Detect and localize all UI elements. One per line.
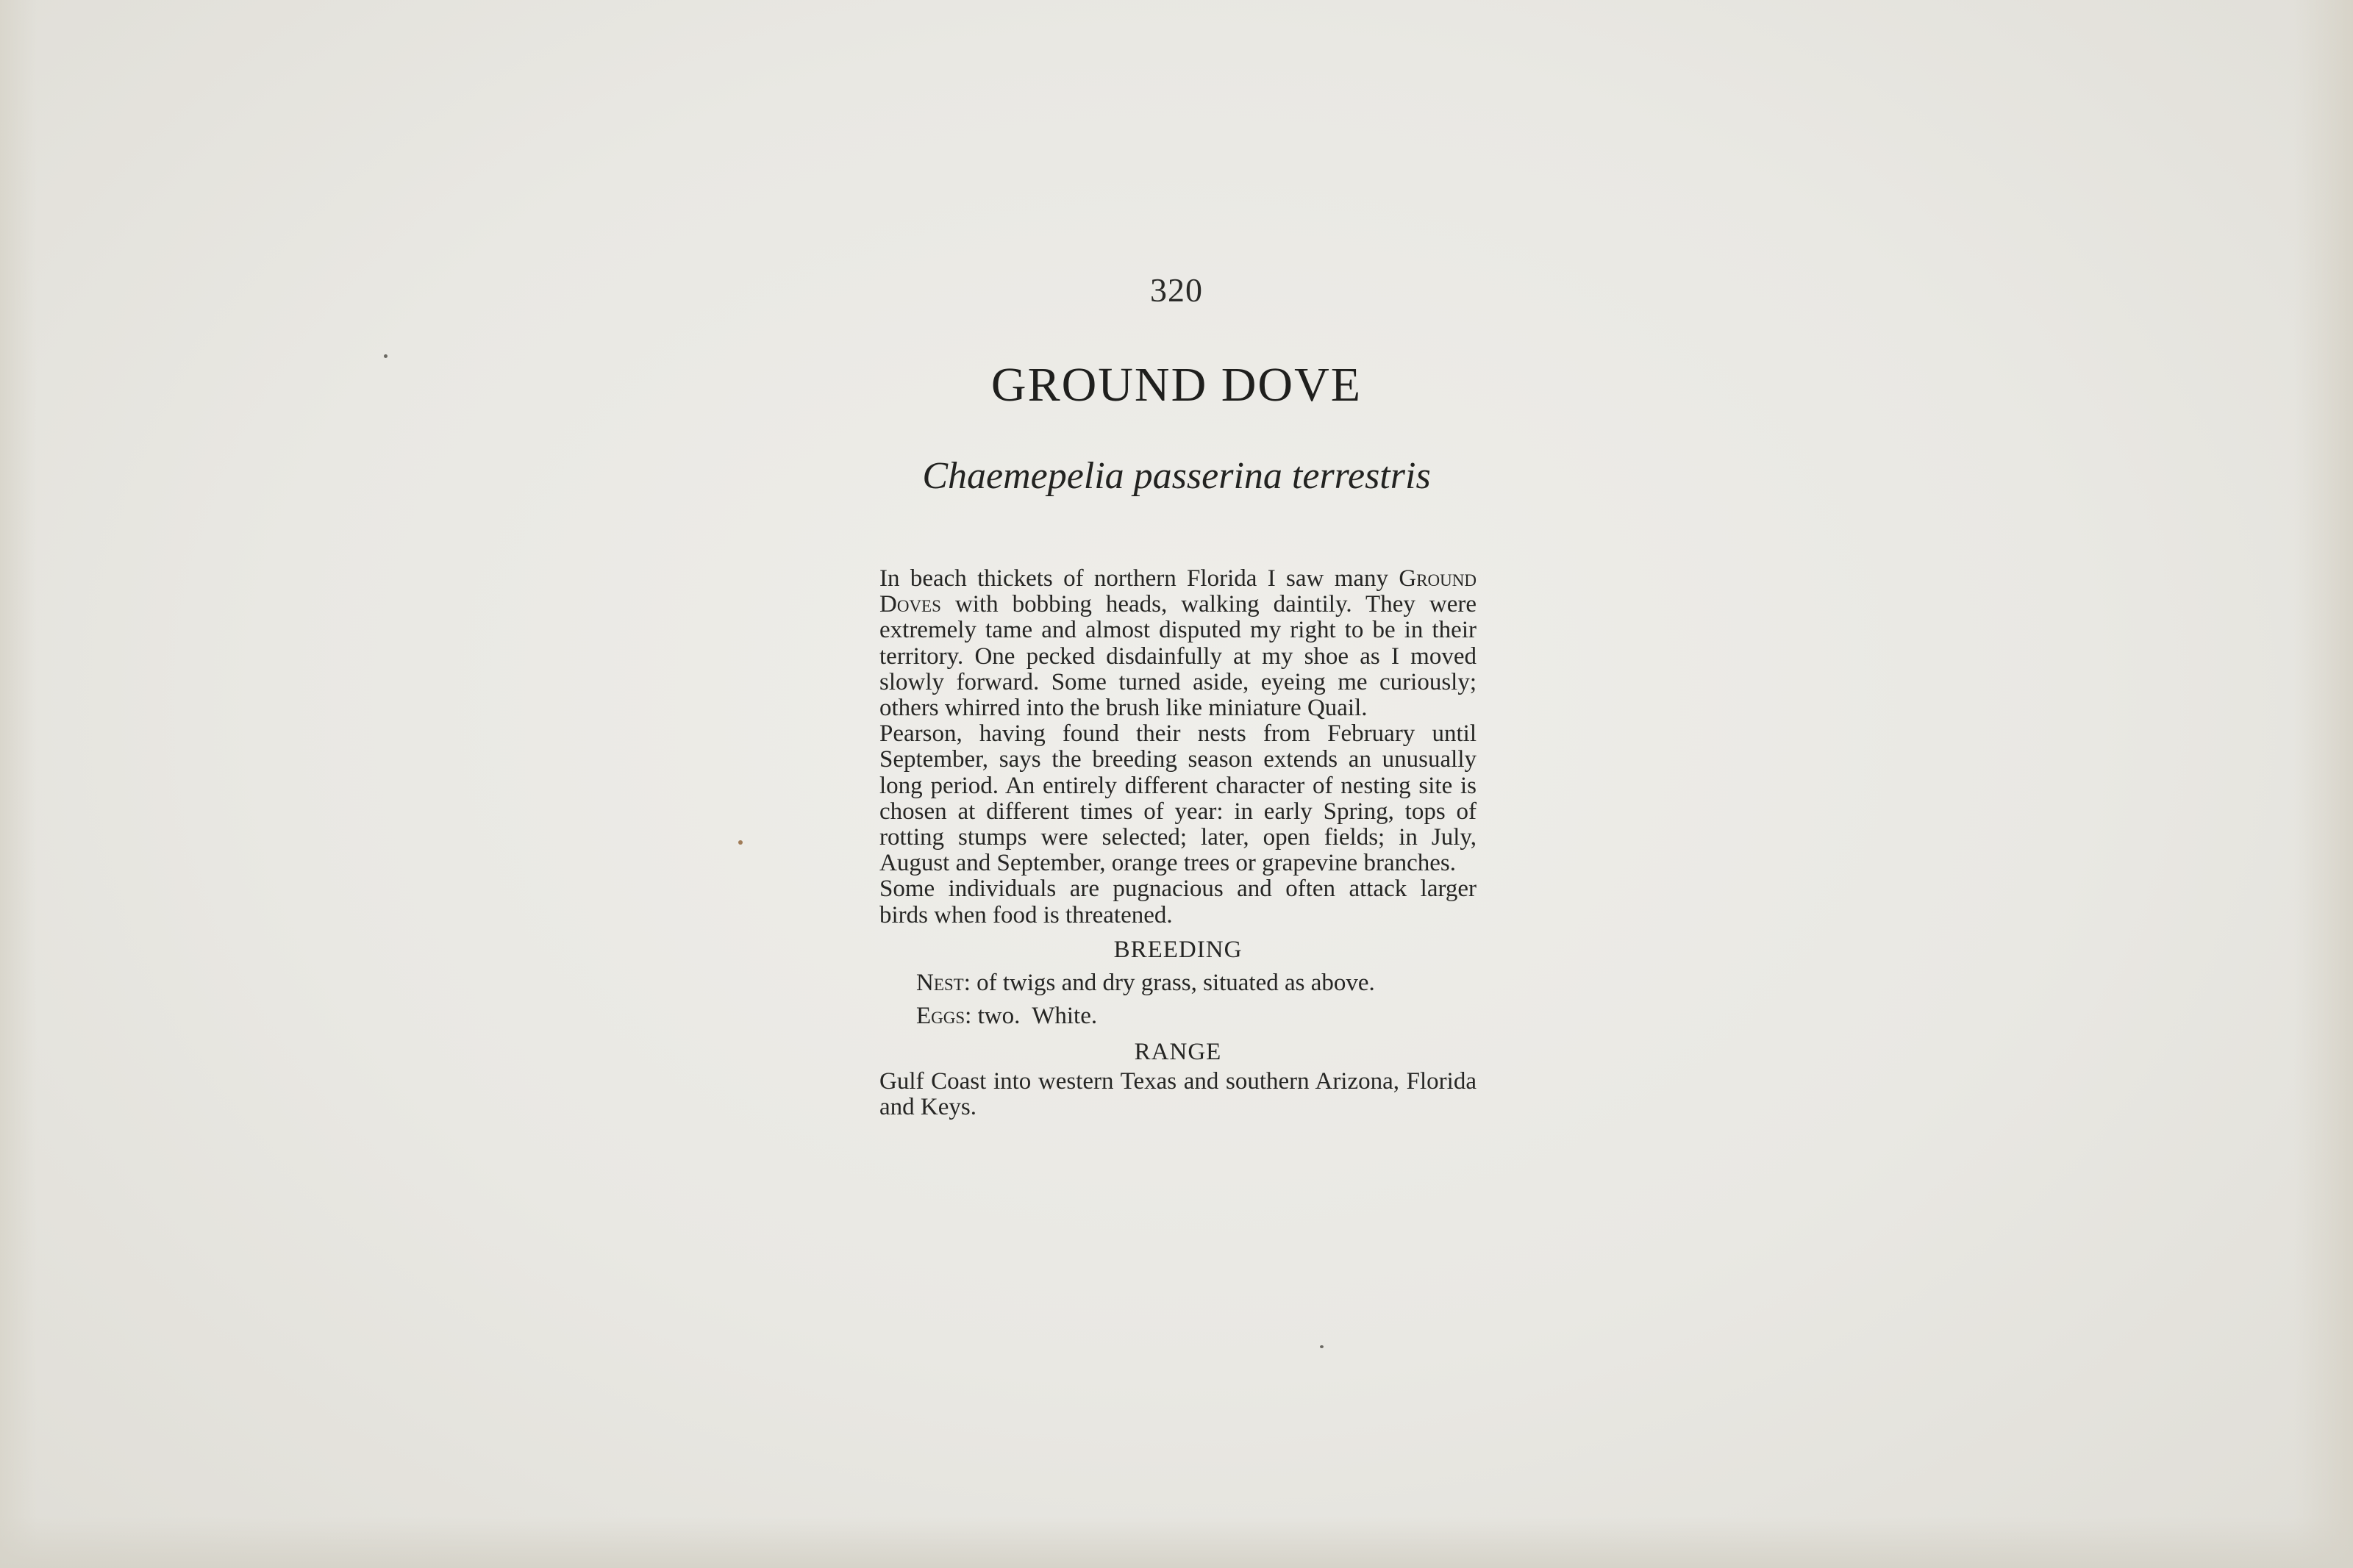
nest-text: : of twigs and dry grass, situated as above. <box>963 970 1375 997</box>
range-heading: RANGE <box>1134 1039 1222 1066</box>
body-text <box>879 566 1477 1120</box>
nest-label: Nest <box>916 970 964 997</box>
paper-speck <box>1320 1345 1324 1348</box>
paragraph-1-rest: with bobbing heads, walking daintily. They were extremely tame and almost disputed my right to be in their territory. One pecked disdainfully at my shoe as I moved slowly forward. Some turned aside, eyeing me curiously; others whirred into the brush like miniature Quail. <box>879 591 1477 722</box>
paragraph-3: Some individuals are pugnacious and often attack larger birds when food is threatened. <box>879 876 1477 928</box>
scientific-name: Chaemepelia passerina terrestris <box>922 455 1431 497</box>
breeding-eggs <box>916 1003 1477 1029</box>
paper-speck <box>738 840 743 845</box>
paragraph-2: Pearson, having found their nests from February until September, says the breeding season extends an unusually long period. An entirely different character of nesting site is chosen at different times of year: in early Spring, tops of rotting stumps were selected; later, open fields; in July, August and September, orange trees or grapevine branches. <box>879 720 1477 877</box>
species-name-smallcaps: Ground Doves <box>879 565 1477 618</box>
paragraph-1 <box>879 566 1477 721</box>
page-edge-left <box>0 0 37 1568</box>
range-text: Gulf Coast into western Texas and southern Arizona, Florida and Keys. <box>879 1067 1477 1120</box>
breeding-nest <box>916 970 1477 996</box>
breeding-heading: BREEDING <box>1113 936 1243 963</box>
page-edge-right <box>2294 0 2353 1568</box>
paragraph-1-intro: In beach thickets of northern Florida I saw many <box>879 565 1399 592</box>
eggs-text: : two. White. <box>965 1003 1098 1030</box>
page-edge-bottom <box>0 1517 2353 1568</box>
page-title: GROUND DOVE <box>990 358 1363 412</box>
page-number: 320 <box>1150 271 1203 309</box>
eggs-label: Eggs <box>916 1003 965 1030</box>
